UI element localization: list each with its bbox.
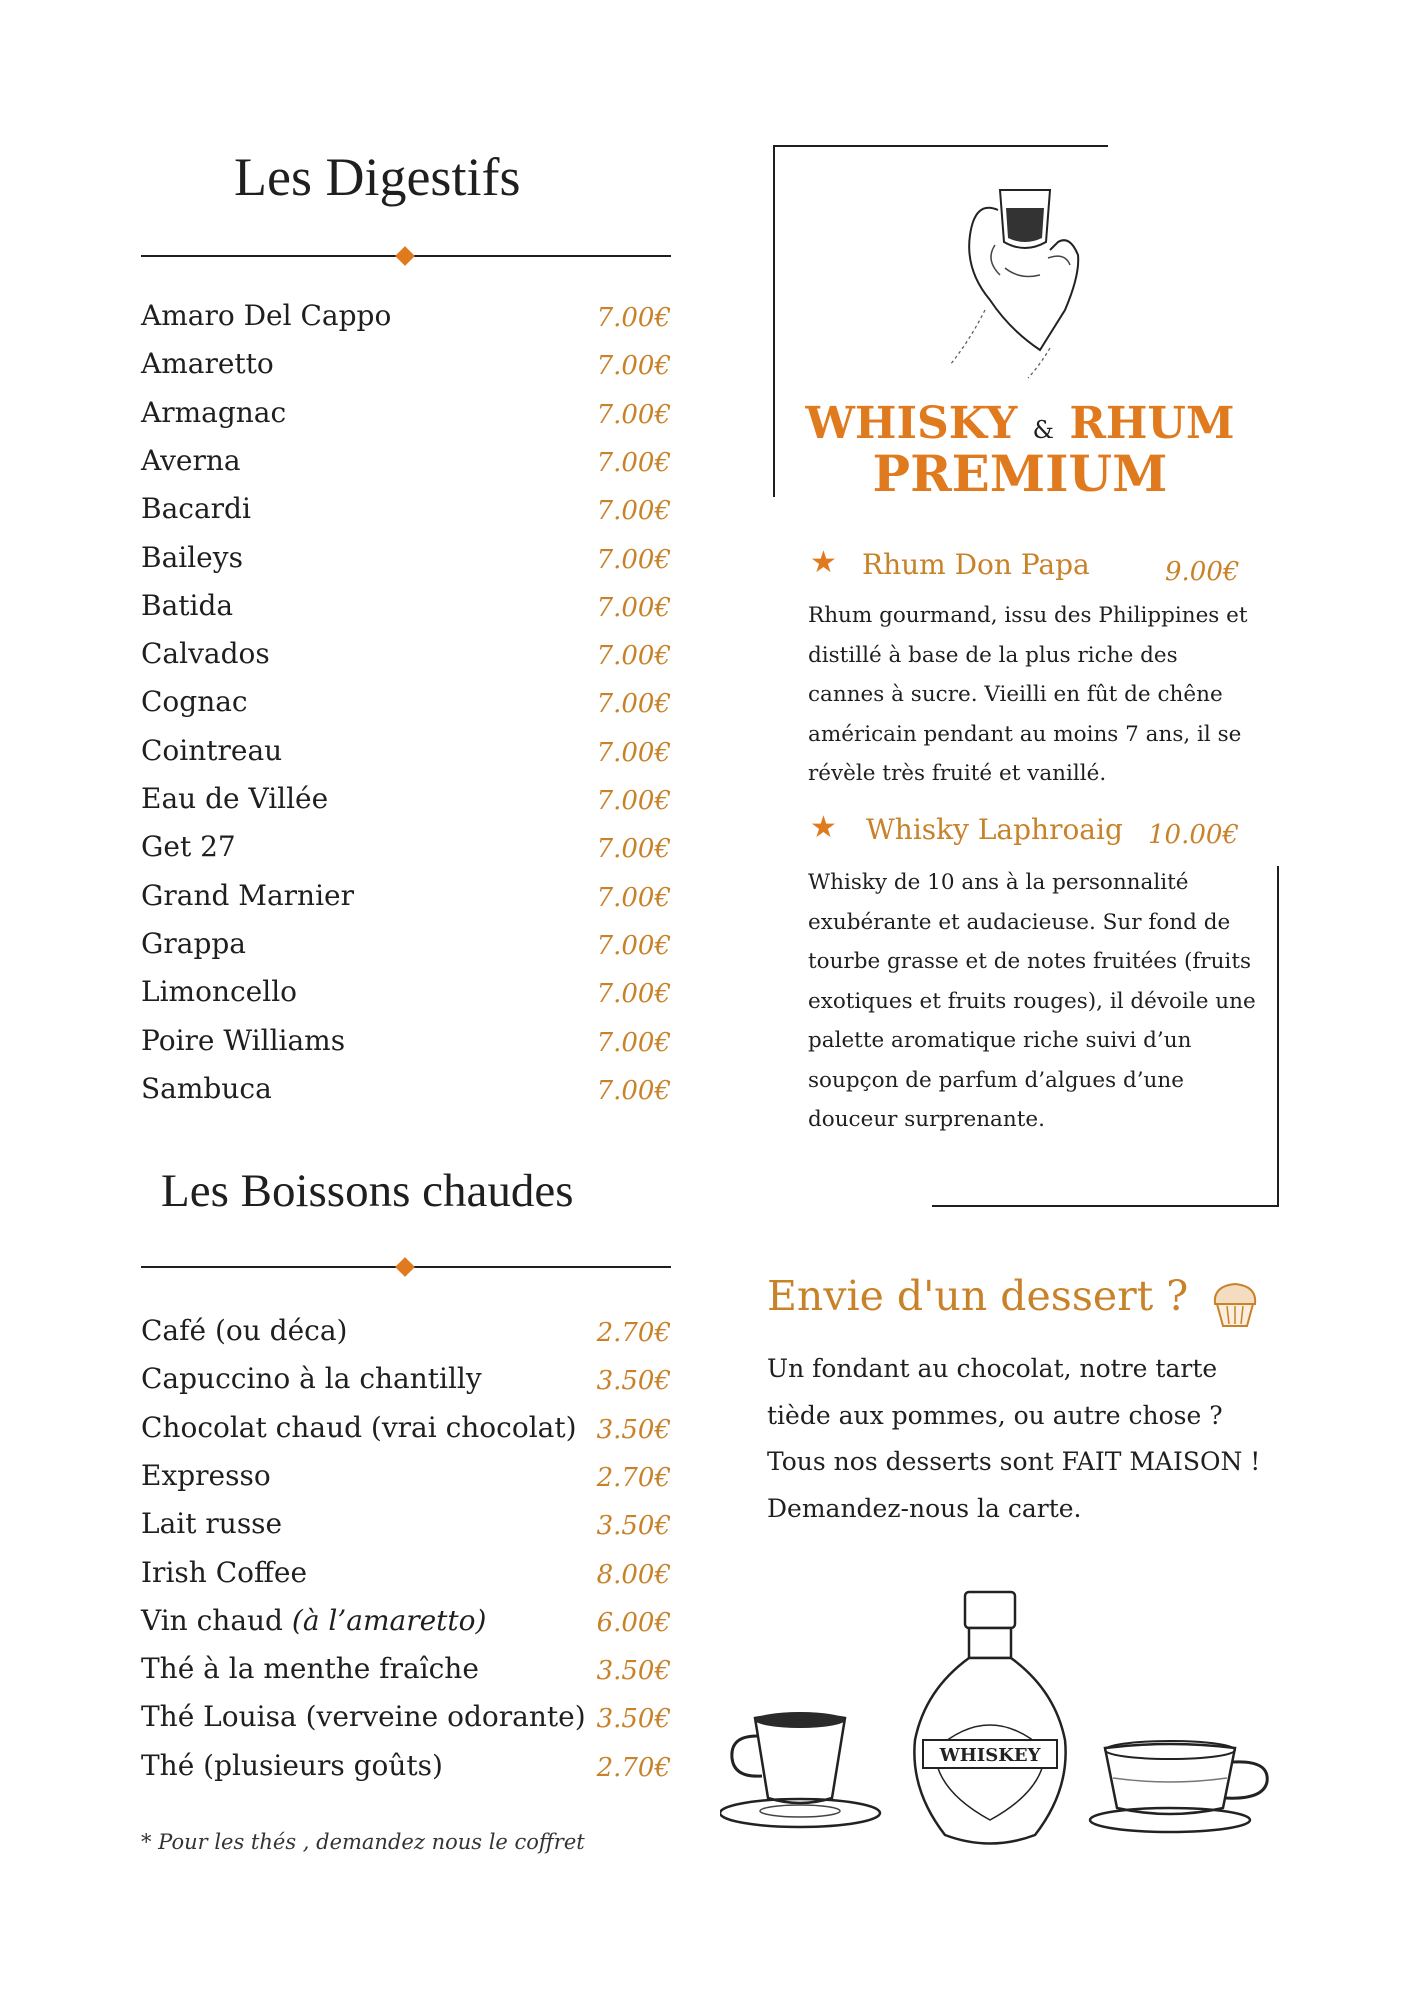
- menu-item-price: 7.00€: [596, 689, 671, 720]
- dessert-title: Envie d'un dessert ?: [767, 1272, 1189, 1320]
- menu-item-price: 7.00€: [596, 737, 671, 768]
- tea-footnote: * Pour les thés , demandez nous le coffret: [141, 1830, 585, 1854]
- premium-title-ampersand: &: [1032, 416, 1054, 444]
- menu-item-name-text: Armagnac: [141, 395, 287, 429]
- menu-item-row: [141, 1069, 671, 1109]
- whiskey-bottle-illustration: [905, 1590, 1075, 1850]
- menu-item-row: [141, 1553, 671, 1593]
- boissons-chaudes-title: Les Boissons chaudes: [161, 1165, 574, 1217]
- menu-item-name-text: Averna: [141, 443, 241, 477]
- premium-title-rhum: RHUM: [1069, 398, 1235, 449]
- menu-item-row: [141, 393, 671, 433]
- premium-item-name: Whisky Laphroaig: [866, 813, 1123, 846]
- menu-item-name: [141, 1553, 307, 1593]
- menu-item-price: 3.50€: [596, 1511, 671, 1542]
- menu-item-row: [141, 682, 671, 722]
- menu-item-name-text: Expresso: [141, 1458, 271, 1492]
- menu-item-name: [141, 876, 354, 916]
- menu-item-name: [141, 682, 248, 722]
- coffee-cup-illustration: [720, 1708, 895, 1838]
- menu-item-price: 2.70€: [596, 1462, 671, 1493]
- menu-item-price: 7.00€: [596, 303, 671, 333]
- menu-item-name: [141, 1746, 443, 1786]
- premium-item-name: Rhum Don Papa: [862, 548, 1090, 581]
- dessert-text: Un fondant au chocolat, notre tarte tiède aux pommes, ou autre chose ? Tous nos desserts sont FAIT MAISON ! Demandez-nous la carte.: [767, 1354, 1261, 1523]
- menu-item-name: [141, 1069, 272, 1109]
- menu-item-name-text: Capuccino à la chantilly: [141, 1362, 482, 1396]
- menu-item-row: [141, 489, 671, 529]
- menu-item-row: [141, 1601, 671, 1641]
- menu-item-row: [141, 827, 671, 867]
- menu-item-name: [141, 296, 391, 336]
- menu-item-row: [141, 876, 671, 916]
- menu-item-name-text: Amaro Del Cappo: [141, 299, 392, 332]
- menu-item-name-text: Grand Marnier: [141, 878, 354, 912]
- menu-item-name: [141, 344, 274, 384]
- menu-item-name: [141, 489, 251, 529]
- menu-item-row: [141, 1408, 671, 1448]
- menu-item-price: 7.00€: [596, 447, 671, 478]
- menu-item-price: 3.50€: [596, 1414, 671, 1445]
- menu-item-row: [141, 1359, 671, 1399]
- menu-item-row: [141, 344, 671, 384]
- boissons-chaudes-divider-diamond: [395, 1257, 415, 1277]
- premium-item-price: 9.00€: [1165, 557, 1240, 587]
- menu-item-row: [141, 1311, 671, 1351]
- menu-item-name-text: Chocolat chaud (vrai chocolat): [141, 1410, 577, 1444]
- menu-item-name: [141, 441, 241, 481]
- menu-item-price: 2.70€: [596, 1318, 671, 1348]
- menu-item-price: 7.00€: [596, 399, 671, 430]
- premium-box-border-top: [773, 145, 1108, 147]
- premium-title-line2: PREMIUM: [872, 444, 1168, 503]
- star-icon: ★: [810, 545, 837, 580]
- menu-item-price: 3.50€: [596, 1656, 671, 1687]
- menu-item-name-text: Baileys: [141, 540, 243, 574]
- menu-item-name: [141, 393, 286, 433]
- menu-item-name-text: Get 27: [141, 830, 236, 864]
- menu-item-name-text: Lait russe: [141, 1507, 283, 1541]
- menu-item-name: [141, 731, 282, 771]
- menu-item-price: 7.00€: [596, 496, 671, 527]
- whiskey-label: WHISKEY: [939, 1745, 1041, 1766]
- menu-item-name-text: Vin chaud: [141, 1603, 292, 1637]
- premium-item-description: Whisky de 10 ans à la personnalité exubérante et audacieuse. Sur fond de tourbe grasse et de notes fruitées (fruits exotiques et fruits rouges), il dévoile une palette aromatique riche suivi d’un soupçon de parfum d’algues d’une douceur surprenante.: [808, 870, 1256, 1132]
- menu-item-price: 7.00€: [596, 834, 671, 865]
- menu-item-name-text: Irish Coffee: [141, 1555, 308, 1589]
- menu-item-row: [141, 441, 671, 481]
- menu-item-name: [141, 538, 243, 578]
- menu-item-name-text: Thé (plusieurs goûts): [141, 1748, 443, 1782]
- menu-item-price: 3.50€: [596, 1366, 671, 1397]
- menu-item-price: 8.00€: [596, 1559, 671, 1590]
- premium-item-price: 10.00€: [1148, 820, 1239, 850]
- menu-item-name: [141, 924, 246, 964]
- menu-item-row: [141, 538, 671, 578]
- menu-item-row: [141, 1504, 671, 1544]
- tea-cup-illustration: [1085, 1738, 1280, 1838]
- menu-item-price: 7.00€: [596, 882, 671, 913]
- menu-item-row: [141, 296, 671, 336]
- menu-item-row: [141, 1746, 671, 1786]
- menu-item-name: [141, 1697, 586, 1737]
- menu-item-name-text: Cointreau: [141, 733, 283, 767]
- menu-item-price: 2.70€: [596, 1752, 671, 1783]
- menu-item-row: [141, 1456, 671, 1496]
- menu-item-name: [141, 827, 236, 867]
- menu-item-name-text: Café (ou déca): [141, 1314, 348, 1347]
- premium-item-description: Rhum gourmand, issu des Philippines et distillé à base de la plus riche des cannes à sucre. Vieilli en fût de chêne américain pendant au moins 7 ans, il se révèle très fruité et vanillé.: [808, 603, 1248, 786]
- menu-item-name-text: Calvados: [141, 637, 270, 671]
- star-icon: ★: [810, 810, 837, 845]
- menu-item-price: 7.00€: [596, 786, 671, 816]
- menu-item-row: [141, 972, 671, 1012]
- menu-item-name-text: Bacardi: [141, 492, 251, 526]
- menu-item-name-text: Sambuca: [141, 1071, 272, 1105]
- muffin-icon: [1207, 1276, 1263, 1332]
- menu-item-price: 7.00€: [596, 1027, 671, 1058]
- menu-item-name: [141, 1311, 347, 1351]
- menu-item-row: [141, 779, 671, 819]
- menu-item-name: [141, 634, 270, 674]
- menu-item-row: [141, 1649, 671, 1689]
- menu-item-name: [141, 1649, 479, 1689]
- premium-box-border-bottom: [932, 1205, 1279, 1207]
- menu-item-name-text: Thé à la menthe fraîche: [141, 1652, 479, 1686]
- menu-item-price: 7.00€: [596, 1075, 671, 1106]
- menu-item-price: 7.00€: [596, 930, 671, 961]
- menu-item-price: 7.00€: [596, 641, 671, 672]
- menu-item-name-text: Limoncello: [141, 975, 298, 1009]
- menu-item-row: [141, 634, 671, 674]
- menu-item-name: [141, 1021, 345, 1061]
- menu-item-name-text: Poire Williams: [141, 1023, 346, 1057]
- menu-item-price: 7.00€: [596, 979, 671, 1010]
- menu-item-name: [141, 1456, 271, 1496]
- menu-item-name: [141, 1359, 482, 1399]
- menu-item-name-text: Amaretto: [141, 347, 274, 381]
- premium-box-border-right: [1277, 866, 1279, 1207]
- digestifs-title: Les Digestifs: [234, 147, 521, 207]
- menu-item-price: 7.00€: [596, 351, 671, 382]
- premium-title-whisky: WHISKY: [805, 398, 1018, 449]
- menu-item-row: [141, 1697, 671, 1737]
- menu-item-row: [141, 586, 671, 626]
- menu-item-price: 6.00€: [596, 1607, 671, 1638]
- menu-item-name-text: Cognac: [141, 685, 248, 719]
- menu-item-row: [141, 924, 671, 964]
- digestifs-divider-diamond: [395, 246, 415, 266]
- menu-item-row: [141, 731, 671, 771]
- menu-item-note: (à l’amaretto): [291, 1603, 487, 1637]
- hand-holding-glass-illustration: [930, 180, 1110, 380]
- menu-item-name-text: Batida: [141, 588, 234, 622]
- menu-item-name: [141, 1504, 282, 1544]
- menu-item-price: 3.50€: [596, 1704, 671, 1735]
- menu-item-name-text: Eau de Villée: [141, 782, 329, 815]
- menu-item-name: [141, 1408, 577, 1448]
- menu-item-price: 7.00€: [596, 544, 671, 575]
- menu-item-name-text: Thé Louisa (verveine odorante): [141, 1700, 586, 1734]
- menu-item-name: [141, 586, 233, 626]
- menu-item-name: [141, 1601, 486, 1641]
- menu-item-name-text: Grappa: [141, 926, 246, 960]
- menu-item-price: 7.00€: [596, 592, 671, 623]
- menu-item-row: [141, 1021, 671, 1061]
- menu-item-name: [141, 972, 297, 1012]
- menu-item-name: [141, 779, 328, 819]
